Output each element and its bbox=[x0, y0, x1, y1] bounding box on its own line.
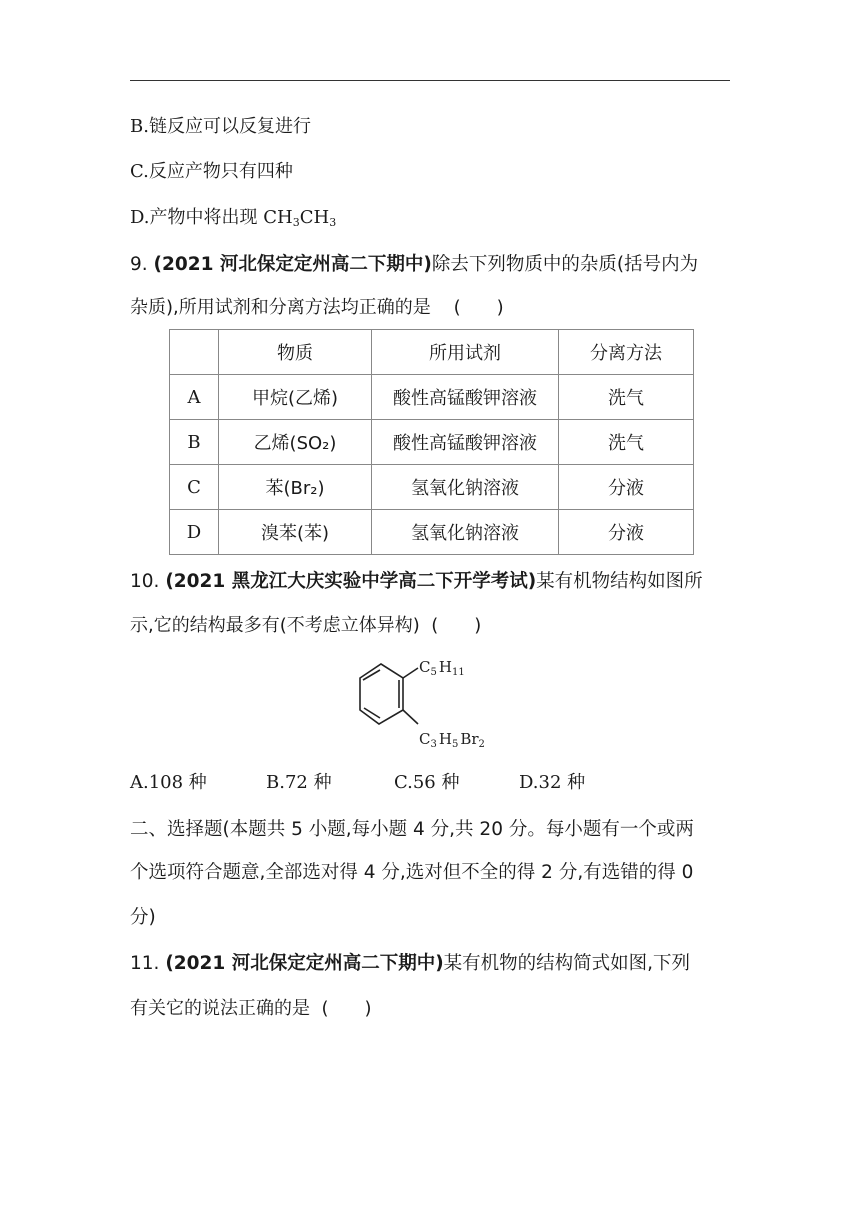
table-row: A 甲烷(乙烯) 酸性高锰酸钾溶液 洗气 bbox=[170, 375, 694, 420]
q9-stem-line1: 9. (2021 河北保定定州高二下期中)除去下列物质中的杂质(括号内为 bbox=[130, 254, 699, 275]
q9-source: (2021 河北保定定州高二下期中) bbox=[153, 254, 432, 275]
q10-stem-line2: 示,它的结构最多有(不考虑立体异构) ( ) bbox=[130, 615, 482, 636]
table-row: C 苯(Br₂) 氢氧化钠溶液 分液 bbox=[170, 465, 694, 510]
header-rule bbox=[130, 80, 730, 81]
q10-answer-blank: ( ) bbox=[431, 615, 482, 636]
q10-option-b: B.72 种 bbox=[266, 772, 332, 793]
q10-option-a: A.108 种 bbox=[130, 772, 207, 793]
q9-stem-line2: 杂质),所用试剂和分离方法均正确的是 ( ) bbox=[130, 297, 504, 318]
option-b: B.链反应可以反复进行 bbox=[130, 116, 311, 137]
q11-number: 11. bbox=[130, 953, 160, 974]
table-header-row: 物质 所用试剂 分离方法 bbox=[170, 330, 694, 375]
q10-option-c: C.56 种 bbox=[394, 772, 460, 793]
q11-stem-line1: 11. (2021 河北保定定州高二下期中)某有机物的结构简式如图,下列 bbox=[130, 953, 691, 974]
q11-source: (2021 河北保定定州高二下期中) bbox=[165, 953, 444, 974]
q10-structure-diagram bbox=[355, 652, 515, 757]
q11-stem-line2: 有关它的说法正确的是 ( ) bbox=[130, 998, 372, 1019]
q10-option-d: D.32 种 bbox=[519, 772, 586, 793]
option-c: C.反应产物只有四种 bbox=[130, 161, 293, 182]
benzene-ring bbox=[360, 664, 418, 724]
table-row: D 溴苯(苯) 氢氧化钠溶液 分液 bbox=[170, 510, 694, 555]
q9-number: 9. bbox=[130, 254, 148, 275]
section2-instructions-line3: 分) bbox=[130, 907, 156, 928]
q10-source: (2021 黑龙江大庆实验中学高二下开学考试) bbox=[165, 571, 537, 592]
q9-answer-blank: ( ) bbox=[453, 297, 504, 318]
section2-instructions-line1: 二、选择题(本题共 5 小题,每小题 4 分,共 20 分。每小题有一个或两 bbox=[130, 819, 694, 840]
substituent-bottom: $C_3$ $H_5$ $Br_2$ bbox=[419, 730, 485, 750]
section2-instructions-line2: 个选项符合题意,全部选对得 4 分,选对但不全的得 2 分,有选错的得 0 bbox=[130, 862, 694, 883]
q10-stem-line1: 10. (2021 黑龙江大庆实验中学高二下开学考试)某有机物结构如图所 bbox=[130, 571, 703, 592]
q9-table bbox=[169, 329, 694, 555]
q10-number: 10. bbox=[130, 571, 160, 592]
table-row: B 乙烯(SO₂) 酸性高锰酸钾溶液 洗气 bbox=[170, 420, 694, 465]
substituent-top: $C_5$ $H_{11}$ bbox=[419, 658, 465, 678]
option-d: D.产物中将出现 $CH_3CH_3$ bbox=[130, 207, 337, 229]
q11-answer-blank: ( ) bbox=[321, 998, 372, 1019]
